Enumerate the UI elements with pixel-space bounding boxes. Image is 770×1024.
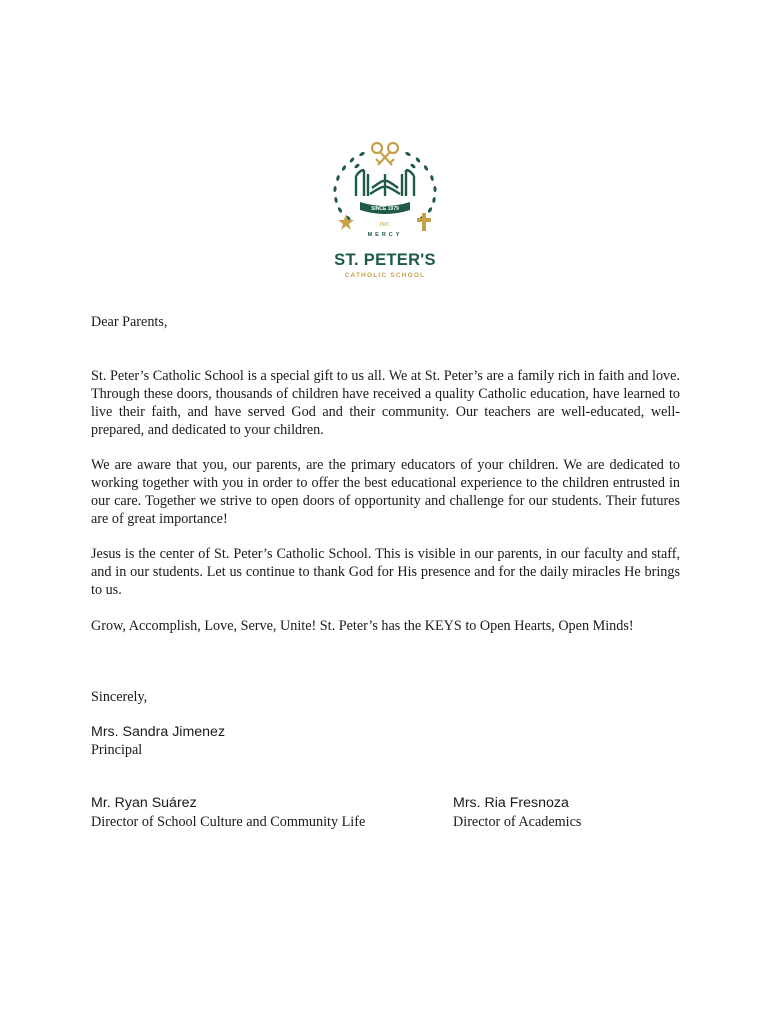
paragraph-parents: We are aware that you, our parents, are the primary educators of your children. We are dedicated to working together with you in order to offer the best educational experience to the children entrusted in our care. Together we strive to open doors of opportunity and challenge for our students. Their futures are of great importance! — [91, 457, 680, 527]
signatory-name-academics-director: Mrs. Ria Fresnoza — [453, 795, 569, 811]
greeting: Dear Parents, — [91, 314, 168, 330]
signatory-title-principal: Principal — [91, 742, 143, 758]
paragraph-motto: Grow, Accomplish, Love, Serve, Unite! St. Peter’s has the KEYS to Open Hearts, Open Minds! — [91, 618, 634, 634]
laurel-left-icon — [333, 151, 365, 221]
school-name: ST. PETER'S — [334, 251, 436, 269]
signatory-title-culture-director: Director of School Culture and Community Life — [91, 814, 366, 830]
banner-text: SINCE 1979 — [371, 206, 399, 212]
school-subtitle: CATHOLIC SCHOOL — [344, 272, 426, 279]
signatory-title-academics-director: Director of Academics — [453, 814, 582, 830]
star-icon — [338, 214, 354, 230]
school-crest-logo — [324, 138, 446, 240]
signatory-name-principal: Mrs. Sandra Jimenez — [91, 724, 226, 740]
signatory-name-culture-director: Mr. Ryan Suárez — [91, 795, 197, 811]
paragraph-intro: St. Peter’s Catholic School is a special gift to us all. We at St. Peter’s are a family rich in faith and love. Through these doors, thousands of children have received a quality Catholic education, have learned to live their faith, and have served God and their community. Our teachers are well-educated, well-prepared, and dedicated to your children. — [91, 368, 680, 438]
closing: Sincerely, — [91, 689, 148, 705]
crossed-keys-icon — [372, 143, 398, 165]
paragraph-jesus: Jesus is the center of St. Peter’s Catholic School. This is visible in our parents, in our faculty and staff, and in our students. Let us continue to thank God for His presence and for the daily miracles He brings to us. — [91, 546, 680, 598]
motto-text: MERCY — [367, 232, 403, 238]
laurel-right-icon — [405, 151, 437, 221]
monogram-text: JMC — [379, 222, 391, 228]
cross-icon — [417, 213, 431, 231]
gate-book-icon — [356, 170, 414, 196]
